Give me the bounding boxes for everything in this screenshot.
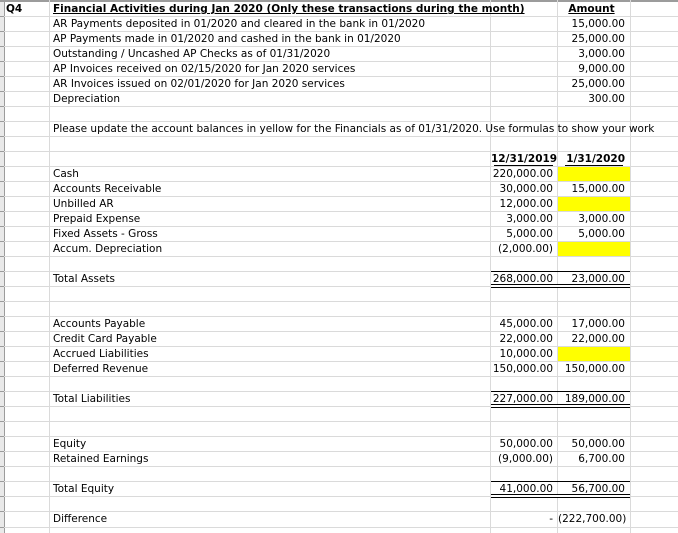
column-header-2020: 1/31/2020 — [566, 153, 625, 165]
row-header-divider — [0, 391, 4, 392]
account-label: Equity — [53, 438, 87, 450]
row-header-divider — [0, 436, 4, 437]
balance-2020[interactable] — [558, 197, 625, 212]
row-header-divider — [0, 481, 4, 482]
total-liabilities-2020[interactable]: 189,000.00 — [564, 393, 625, 405]
row-header-divider — [0, 61, 4, 62]
total-assets-2019[interactable]: 268,000.00 — [492, 273, 553, 285]
balance-2020[interactable]: 150,000.00 — [564, 363, 625, 375]
row-header-divider — [0, 496, 4, 497]
row-header-divider — [0, 166, 4, 167]
total-equity-2019[interactable]: 41,000.00 — [499, 483, 553, 495]
activity-label: Depreciation — [53, 93, 120, 105]
activity-label: AP Invoices received on 02/15/2020 for Jan 2020 services — [53, 63, 356, 75]
row-header-divider — [0, 406, 4, 407]
gridline-col — [630, 0, 631, 533]
balance-2020[interactable]: 22,000.00 — [571, 333, 625, 345]
balance-2020[interactable]: 5,000.00 — [578, 228, 625, 240]
gridline-row — [4, 421, 678, 422]
row-header-divider — [0, 376, 4, 377]
row-header-divider — [0, 46, 4, 47]
question-label: Q4 — [6, 3, 23, 15]
row-header-divider — [0, 136, 4, 137]
amount-header: Amount — [568, 3, 615, 15]
row-header-divider — [0, 286, 4, 287]
row-header-divider — [0, 106, 4, 107]
account-label: Accrued Liabilities — [53, 348, 149, 360]
difference-2020[interactable]: (222,700.00) — [558, 513, 627, 525]
account-label: Accum. Depreciation — [53, 243, 163, 255]
account-label: Accounts Payable — [53, 318, 146, 330]
row-header-divider — [0, 346, 4, 347]
difference-2019[interactable]: - — [549, 513, 553, 525]
balance-2019[interactable]: (2,000.00) — [498, 243, 553, 255]
balance-2020[interactable]: 3,000.00 — [578, 213, 625, 225]
row-header-divider — [0, 511, 4, 512]
gridline-row — [4, 301, 678, 302]
balance-2019[interactable]: 220,000.00 — [492, 168, 553, 180]
account-label: Retained Earnings — [53, 453, 149, 465]
activity-amount[interactable]: 15,000.00 — [571, 18, 625, 30]
row-header-divider — [0, 91, 4, 92]
balance-2019[interactable]: (9,000.00) — [498, 453, 553, 465]
row-header-divider — [0, 527, 4, 528]
activities-header: Financial Activities during Jan 2020 (Only these transactions during the month) — [53, 3, 525, 15]
row-header-divider — [0, 466, 4, 467]
balance-2020[interactable]: 50,000.00 — [571, 438, 625, 450]
column-header-2019: 12/31/2019 — [491, 153, 558, 165]
account-label: Fixed Assets - Gross — [53, 228, 158, 240]
balance-2019[interactable]: 22,000.00 — [499, 333, 553, 345]
balance-2020[interactable]: 6,700.00 — [578, 453, 625, 465]
activity-label: AP Payments made in 01/2020 and cashed in the bank in 01/2020 — [53, 33, 401, 45]
total-liabilities-label: Total Liabilities — [53, 393, 131, 405]
row-header-divider — [0, 226, 4, 227]
row-header-divider — [0, 181, 4, 182]
difference-label: Difference — [53, 513, 108, 525]
instruction-text: Please update the account balances in yellow for the Financials as of 01/31/2020. Use formulas to show your work — [53, 123, 655, 135]
row-header-divider — [0, 151, 4, 152]
row-header-divider — [0, 331, 4, 332]
row-header-divider — [0, 76, 4, 77]
account-label: Prepaid Expense — [53, 213, 141, 225]
balance-2019[interactable]: 45,000.00 — [499, 318, 553, 330]
balance-2019[interactable]: 3,000.00 — [506, 213, 553, 225]
row-header-divider — [0, 31, 4, 32]
total-equity-2020[interactable]: 56,700.00 — [571, 483, 625, 495]
row-header-divider — [0, 211, 4, 212]
balance-2020[interactable] — [558, 242, 625, 257]
row-header-divider — [0, 241, 4, 242]
activity-amount[interactable]: 25,000.00 — [571, 33, 625, 45]
header-underline — [565, 165, 623, 166]
row-header-divider — [0, 256, 4, 257]
row-header-strip[interactable] — [0, 0, 5, 533]
activity-amount[interactable]: 9,000.00 — [578, 63, 625, 75]
balance-2019[interactable]: 50,000.00 — [499, 438, 553, 450]
balance-2019[interactable]: 10,000.00 — [499, 348, 553, 360]
activity-amount[interactable]: 25,000.00 — [571, 78, 625, 90]
account-label: Cash — [53, 168, 79, 180]
gridline-row — [4, 527, 678, 528]
balance-2020[interactable] — [558, 347, 625, 362]
row-header-divider — [0, 361, 4, 362]
row-header-divider — [0, 451, 4, 452]
balance-2019[interactable]: 12,000.00 — [499, 198, 553, 210]
account-label: Credit Card Payable — [53, 333, 157, 345]
activity-amount[interactable]: 3,000.00 — [578, 48, 625, 60]
balance-2020[interactable]: 15,000.00 — [571, 183, 625, 195]
total-assets-2020[interactable]: 23,000.00 — [571, 273, 625, 285]
row-header-divider — [0, 301, 4, 302]
activity-amount[interactable]: 300.00 — [588, 93, 625, 105]
balance-2019[interactable]: 30,000.00 — [499, 183, 553, 195]
row-header-divider — [0, 196, 4, 197]
balance-2020[interactable]: 17,000.00 — [571, 318, 625, 330]
balance-2019[interactable]: 5,000.00 — [506, 228, 553, 240]
gridline-col — [49, 0, 50, 533]
row-header-divider — [0, 421, 4, 422]
total-liabilities-2019[interactable]: 227,000.00 — [492, 393, 553, 405]
activity-label: Outstanding / Uncashed AP Checks as of 01/31/2020 — [53, 48, 331, 60]
total-assets-label: Total Assets — [53, 273, 116, 285]
activity-label: AR Payments deposited in 01/2020 and cleared in the bank in 01/2020 — [53, 18, 426, 30]
row-header-divider — [0, 271, 4, 272]
account-label: Deferred Revenue — [53, 363, 149, 375]
account-label: Accounts Receivable — [53, 183, 162, 195]
activity-label: AR Invoices issued on 02/01/2020 for Jan 2020 services — [53, 78, 345, 90]
account-label: Unbilled AR — [53, 198, 114, 210]
row-header-divider — [0, 121, 4, 122]
total-equity-label: Total Equity — [53, 483, 115, 495]
row-header-divider — [0, 316, 4, 317]
header-underline — [494, 165, 553, 166]
balance-2020[interactable] — [558, 167, 625, 182]
balance-2019[interactable]: 150,000.00 — [492, 363, 553, 375]
row-header-divider — [0, 16, 4, 17]
